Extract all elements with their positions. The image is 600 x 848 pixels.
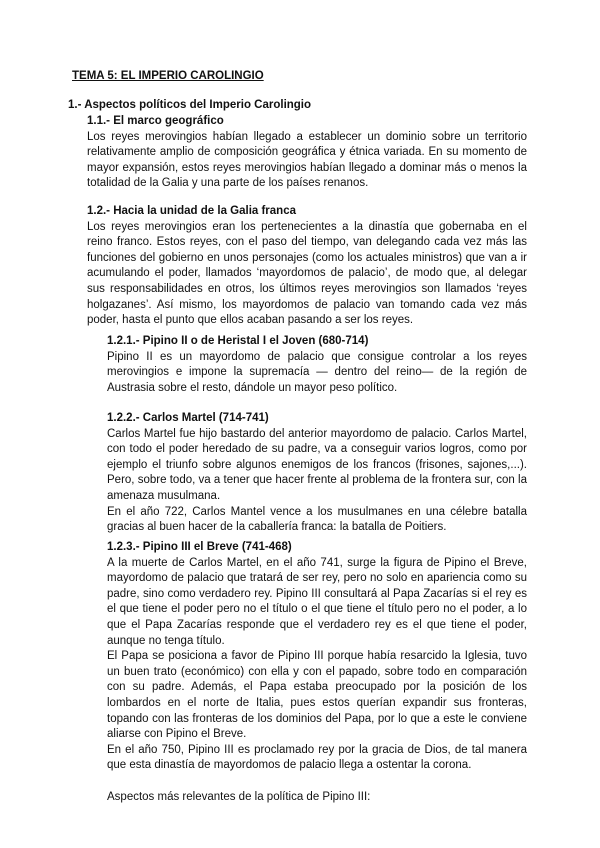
paragraph: Pipino II es un mayordomo de palacio que consigue controlar a los reyes merovingios e impone la supremacía — dentro del reino— de la región de Austrasia sobre el resto, dándole un mayor peso político. <box>107 350 527 394</box>
paragraph: Los reyes merovingios habían llegado a establecer un dominio sobre un territorio relativamente amplio de composición geográfica y étnica variada. En su momento de mayor expansión, estos reyes merovingios habían llegado a dominar más o menos la totalidad de la Galia y una parte de los países renanos. <box>87 130 527 190</box>
section-1-2 <box>87 204 527 329</box>
aspects-intro: Aspectos más relevantes de la política de Pipino III: <box>107 790 371 803</box>
paragraph: El Papa se posiciona a favor de Pipino III porque había resarcido la Iglesia, tuvo un buen trato (económico) con ella y con el papado, sobre todo en comparación con su padre. Además, el Papa estaba preocupado por la posición de los lombardos en el norte de Italia, pues estos querían expandir sus fronteras, topando con las fronteras de los dominios del Papa, por lo que a este le conviene aliarse con Pipino el Breve. <box>107 650 527 741</box>
section-1-2-1 <box>107 334 527 396</box>
subsection-heading: 1.2.1.- Pipino II o de Heristal I el Joven (680-714) <box>107 335 369 347</box>
section-1-2-3 <box>107 540 527 805</box>
section-1-1 <box>87 114 527 192</box>
document-title: TEMA 5: EL IMPERIO CAROLINGIO <box>72 70 264 82</box>
subsection-heading: 1.2.2.- Carlos Martel (714-741) <box>107 412 269 424</box>
subsection-heading: 1.2.- Hacia la unidad de la Galia franca <box>87 205 296 217</box>
paragraph: Carlos Martel fue hijo bastardo del anterior mayordomo de palacio. Carlos Martel, con todo el poder heredado de su padre, va a conseguir varios logros, como por ejemplo el triunfo sobre algunos enemigos de los francos (frisones, sajones,...). Pero, sobre todo, va a tener que hacer frente al problema de la frontera sur, con la amenaza musulmana. <box>107 427 527 502</box>
subsection-heading: 1.1.- El marco geográfico <box>87 115 224 127</box>
paragraph: En el año 750, Pipino III es proclamado rey por la gracia de Dios, de tal manera que esta dinastía de mayordomos de palacio llega a ostentar la corona. <box>107 743 527 772</box>
section-heading-1: 1.- Aspectos políticos del Imperio Carolingio <box>68 99 312 111</box>
paragraph: Los reyes merovingios eran los pertenecientes a la dinastía que gobernaba en el reino franco. Estos reyes, con el paso del tiempo, van delegando cada vez más las funciones del gobierno en unos personajes (como los actuales ministros) que van a ir acumulando el poder, llamados ‘mayordomos de palacio’, de modo que, al delegar sus responsabilidades en otros, los últimos reyes merovingios son llamados ‘reyes holgazanes’. Así mismo, los mayordomos de palacio van tomando cada vez más poder, hasta el punto que ellos acaban pasando a ser los reyes. <box>87 220 527 327</box>
paragraph: En el año 722, Carlos Mantel vence a los musulmanes en una célebre batalla gracias al buen hacer de la caballería franca: la batalla de Poitiers. <box>107 505 527 534</box>
paragraph: A la muerte de Carlos Martel, en el año 741, surge la figura de Pipino el Breve, mayordomo de palacio que tratará de ser rey, pero no solo en apariencia como su padre, sino como verdadero rey. Pipino III consultará al Papa Zacarías si el rey es el que tiene el poder pero no el título o el que tiene el título pero no el poder, a lo que el Papa Zacarías responde que el verdadero rey es el que tiene el poder, aunque no tenga título. <box>107 556 527 647</box>
section-1-2-2 <box>107 411 527 536</box>
subsection-heading: 1.2.3.- Pipino III el Breve (741-468) <box>107 541 292 553</box>
